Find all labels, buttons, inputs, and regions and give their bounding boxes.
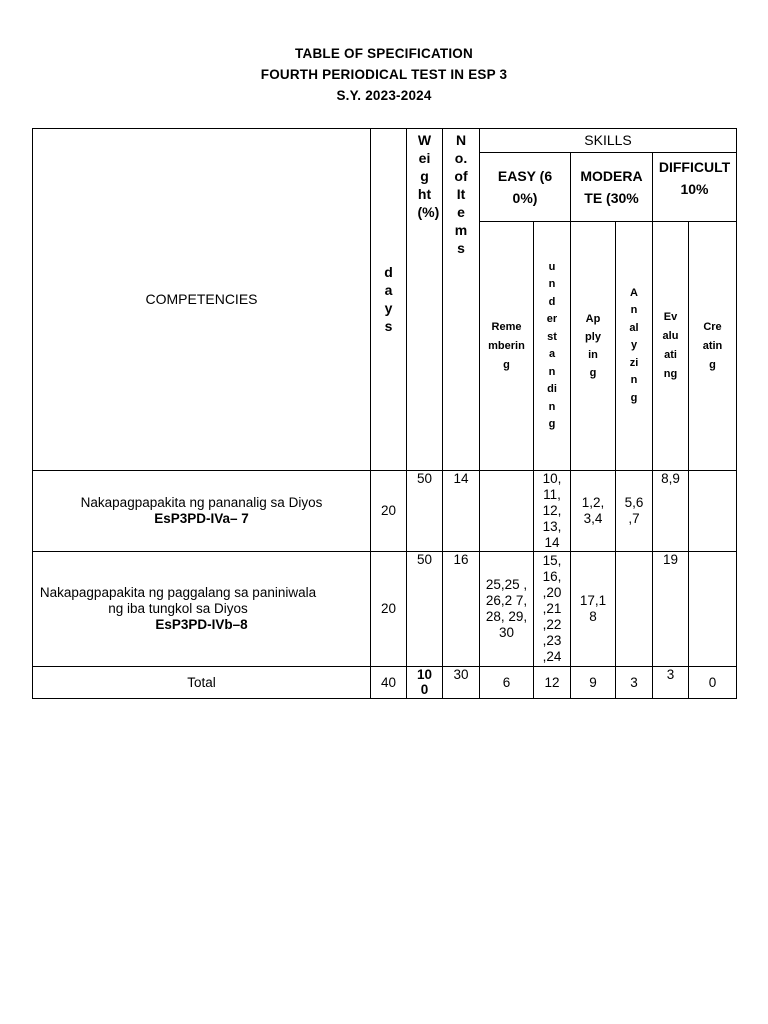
total-analyzing: 3 [616, 667, 653, 699]
creating-header-label: Creating [702, 320, 723, 371]
header-row-skills [33, 129, 737, 153]
understanding-cell [534, 552, 571, 667]
weight-header [407, 129, 443, 471]
applying-items: 1,2, 3,4 [581, 495, 605, 526]
document-title: TABLE OF SPECIFICATION [295, 46, 473, 61]
competency-code: EsP3PD-IVb–8 [155, 617, 248, 633]
total-evaluating: 3 [653, 667, 689, 699]
understanding-cell [534, 471, 571, 552]
evaluating-cell: 8,9 [653, 471, 689, 552]
difficult-header [653, 153, 737, 222]
table-row [33, 471, 737, 552]
items-cell: 16 [443, 552, 480, 667]
total-row [33, 667, 737, 699]
applying-cell [571, 471, 616, 552]
remembering-cell [480, 552, 534, 667]
school-year: S.Y. 2023-2024 [336, 88, 432, 103]
evaluating-header-label: Evaluating [662, 311, 679, 380]
competency-cell [33, 471, 371, 552]
analyzing-cell [616, 471, 653, 552]
applying-header-label: Applying [585, 313, 601, 379]
understanding-items: 15, 16, ,20 ,21 ,22 ,23 ,24 [542, 553, 562, 665]
applying-cell [571, 552, 616, 667]
competency-cell [33, 552, 371, 667]
specification-table [32, 128, 737, 699]
days-header [371, 129, 407, 471]
total-weight-cell [407, 667, 443, 699]
days-header-label: days [384, 264, 393, 335]
analyzing-items: 5,6 ,7 [624, 495, 644, 526]
document-subtitle: FOURTH PERIODICAL TEST IN ESP 3 [260, 67, 508, 82]
evaluating-header [653, 222, 689, 471]
creating-header [689, 222, 737, 471]
remembering-header [480, 222, 534, 471]
remembering-cell [480, 471, 534, 552]
remembering-header-label: Remembering [488, 320, 525, 371]
competency-code: EsP3PD-IVa– 7 [154, 511, 249, 527]
applying-items: 17,1 8 [579, 593, 607, 625]
analyzing-cell [616, 552, 653, 667]
competency-text: Nakapagpapakita ng paggalang sa paniniwala ng iba tungkol sa Diyos [39, 584, 317, 617]
analyzing-header-label: Analyzing [629, 286, 639, 404]
total-understanding: 12 [534, 667, 571, 699]
items-header-label: No.ofItems [454, 132, 468, 256]
evaluating-cell: 19 [653, 552, 689, 667]
total-items: 30 [443, 667, 480, 699]
total-creating: 0 [689, 667, 737, 699]
understanding-header [534, 222, 571, 471]
creating-cell [689, 471, 737, 552]
total-weight: 100 [416, 667, 433, 698]
applying-header [571, 222, 616, 471]
easy-header-label: EASY (60%) [497, 168, 553, 206]
table-row [33, 552, 737, 667]
creating-cell [689, 552, 737, 667]
items-cell: 14 [443, 471, 480, 552]
days-cell: 20 [371, 552, 407, 667]
remembering-items: 25,25 ,26,2 7,28, 29,30 [485, 577, 528, 641]
competency-text: Nakapagpapakita ng pananalig sa Diyos [80, 494, 323, 510]
understanding-items: 10, 11, 12, 13, 14 [542, 471, 562, 550]
total-applying: 9 [571, 667, 616, 699]
difficult-header-label: DIFFICULT 10% [658, 159, 731, 197]
weight-header-label: Weight(%) [417, 132, 440, 220]
analyzing-header [616, 222, 653, 471]
items-header [443, 129, 480, 471]
total-label: Total [33, 667, 371, 699]
days-cell: 20 [371, 471, 407, 552]
understanding-header-label: understanding [546, 260, 558, 430]
total-remembering: 6 [480, 667, 534, 699]
total-days: 40 [371, 667, 407, 699]
competencies-header: COMPETENCIES [33, 129, 371, 471]
moderate-header [571, 153, 653, 222]
weight-cell: 50 [407, 552, 443, 667]
weight-cell: 50 [407, 471, 443, 552]
skills-header: SKILLS [480, 129, 737, 153]
moderate-header-label: MODERATE (30% [580, 168, 643, 206]
easy-header [480, 153, 571, 222]
